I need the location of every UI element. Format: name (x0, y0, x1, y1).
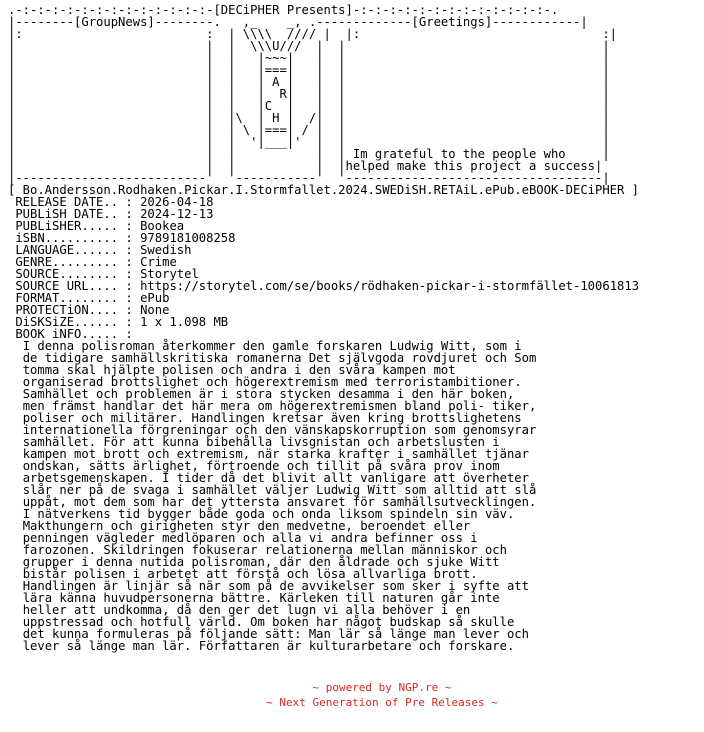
info-label: PUBLiSH DATE.. (15, 207, 119, 221)
book-info-line: lever så länge man lär. Författaren är kulturarbetare och forskare. (22, 639, 515, 653)
info-value: Crime (140, 255, 177, 269)
info-value: ePub (140, 291, 170, 305)
book-info-line: men främst handlar det här mera om högerextremismen bland poli- tiker, (22, 399, 537, 413)
info-value: Bookea (140, 219, 185, 233)
info-label: SOURCE........ (15, 267, 119, 281)
banner-header: .-:-:-:-:-:-:-:-:-:-:-:-:-:-[DECiPHER Presents]-:-:-:-:-:-:-:-:-:-:-:-:-:-. (8, 3, 559, 17)
footer-powered-by: ~ powered by NGP.re ~ (312, 681, 452, 694)
book-info-line: internationella förgreningar och den vänskapskorruption som genomsyrar (22, 423, 537, 437)
info-label: iSBN.......... (15, 231, 119, 245)
banner-row: |--------------------------' '-----------' '-----------------------------------| (8, 171, 610, 185)
banner-row: | | | |===| | | | (8, 63, 610, 77)
banner-row: | | | | | Im grateful to the people who | (8, 147, 610, 161)
info-label: LANGUAGE...... (15, 243, 119, 257)
book-info-line: ondskan, sätts ärlighet, förtroende och tillit på svåra prov inom (22, 459, 500, 473)
book-info-line: grupper i denna nutida polisroman, där den åldrade och sjuke Witt (22, 555, 500, 569)
book-info-line: tomma skal hjälpte polisen och andra i den svåra kampen mot (22, 363, 456, 377)
banner-row: | | | \ |===| / | | | (8, 123, 610, 137)
info-value: 9789181008258 (140, 231, 236, 245)
book-info-line: bistår polisen i arbetet att förstå och lösa allvarliga brott. (22, 567, 478, 581)
book-info-line: Samhället och problemen är i stora stycken desamma i den här boken, (22, 387, 515, 401)
info-label: GENRE......... (15, 255, 119, 269)
release-name: [ Bo.Andersson.Rodhaken.Pickar.I.Stormfallet.2024.SWEDiSH.RETAiL.ePub.eBOOK-DECiPHER ] (8, 183, 640, 197)
footer (0, 680, 704, 710)
info-value: https://storytel.com/se/books/rödhaken-pickar-i-stormfället-10061813 (140, 279, 640, 293)
book-info-line: de tidigare samhällskritiska romanerna Det självgoda rovdjuret och Som (22, 351, 537, 365)
book-info-line: penningen vägleder medlöparen och alla vi andra befinner oss i (22, 531, 478, 545)
book-info-line: Makthungern och girigheten styr den medvetne, beroendet eller (22, 519, 471, 533)
banner-row: | | | | A | | | | (8, 75, 610, 89)
book-info-line: uppstressad och hotfull värld. Om boken har något budskap så skulle (22, 615, 515, 629)
banner-row: | | |\ | H | /| | | (8, 111, 610, 125)
book-info-line: det kunna formuleras på följande sätt: Man lär så länge man lever och (22, 627, 529, 641)
banner-row: | | | |~~~| | | | (8, 51, 610, 65)
banner-row: | | | | |helped make this project a success| (8, 159, 603, 173)
book-info-line: uppåt, mot dem som har det yttersta ansvaret för samhällsutvecklingen. (22, 495, 537, 509)
nfo-text: .-:-:-:-:-:-:-:-:-:-:-:-:-:-[DECiPHER Presents]-:-:-:-:-:-:-:-:-:-:-:-:-:-. |--------[GroupNews]--------. ,_ _, .-------------[Greetings]------------| |: : | \\\\ //// | |: :| | | | \\\U/// | | | | | | |~~~| | | | | | | |===| | | | | | | | A | | | | | | | | R| | | | | | | |C | | | | | | |\ | H | /| | | | | | \ |===| / | | | | | | '|___|' | | | | | | | | Im grateful to the people who | | | | | |helped make this project a success| |--------------------------' '-----------' '-----------------------------------| [ Bo.Andersson.Rodhaken.Pickar.I.Stormfallet.2024.SWEDiSH.RETAiL.ePub.eBOOK-DECiPHER ] RELEASE DATE.. : 2026-04-18 PUBLiSH DATE.. : 2024-12-13 PUBLiSHER..... : Bookea iSBN.......... : 9789181008258 LANGUAGE...... : Swedish GENRE......... : Crime SOURCE........ : Storytel SOURCE URL.... : https://storytel.com/se/books/rödhaken-pickar-i-stormfället-10061813 FORMAT........ : ePub PROTECTiON.... : None DiSKSiZE...... : 1 x 1.098 MB BOOK iNFO..... : I denna polisroman återkommer den gamle forskaren Ludwig Witt, som i de tidigare samhällskritiska romanerna Det självgoda rovdjuret och Som tomma skal hjälpte polisen och andra i den svåra kampen mot organiserad brottslighet och högerextremism med terroristambitioner. Samhället och problemen är i stora stycken desamma i den här boken, men främst handlar det här mera om högerextremismen bland poli- tiker, poliser och militärer. Handlingen kretsar även kring brottslighetens internationella förgreningar och den vänskapskorruption som genomsyrar samhället. För att kunna bibehålla livsgnistan och arbetslusten i kampen mot brott och extremism, när starka krafter i samhället tjänar ondskan, sätts ärlighet, förtroende och tillit på svåra prov inom arbetsgemenskapen. I tider då det blivit allt vanligare att överheter slår ner på de svaga i samhället väljer Ludwig Witt som alltid att slå uppåt, mot dem som har det yttersta ansvaret för samhällsutvecklingen. I nätverkens tid bygger både goda och onda liksom spindeln sin väv. Makthungern och girigheten styr den medvetne, beroendet eller penningen vägleder medlöparen och alla vi andra befinner oss i farozonen. Skildringen fokuserar relationerna mellan människor och grupper i denna nutida polisroman, där den åldrade och sjuke Witt bistår polisen i arbetet att förstå och lösa allvarliga brott. Handlingen är linjär så när som på de avvikelser som sker i syfte att lära känna huvudpersonerna bättre. Kärleken till naturen går inte heller att undkomma, då den ger det lugn vi alla behöver i en uppstressad och hotfull värld. Om boken har något budskap så skulle det kunna formuleras på följande sätt: Man lär så länge man lever och lever så länge man lär. Författaren är kulturarbetare och forskare. (8, 3, 640, 653)
book-info-line: heller att undkomma, då den ger det lugn vi alla behöver i en (22, 603, 471, 617)
book-info-line: kampen mot brott och extremism, när starka krafter i samhället tjänar (22, 447, 529, 461)
book-info-line: arbetsgemenskapen. I tider då det blivit allt vanligare att överheter (22, 471, 529, 485)
book-info-line: samhället. För att kunna bibehålla livsgnistan och arbetslusten i (22, 435, 500, 449)
info-label: FORMAT........ (15, 291, 119, 305)
info-value: None (140, 303, 170, 317)
banner-row: | | | '|___|' | | | (8, 135, 610, 149)
book-info-line: poliser och militärer. Handlingen kretsar även kring brottslighetens (22, 411, 522, 425)
info-value: 1 x 1.098 MB (140, 315, 229, 329)
info-label: PROTECTiON.... (15, 303, 119, 317)
footer-tagline: ~ Next Generation of Pre Releases ~ (266, 696, 498, 709)
banner-row: |: : | \\\\ //// | |: :| (8, 27, 618, 41)
info-label: RELEASE DATE.. (15, 195, 119, 209)
banner-row: | | | |C | | | | (8, 99, 610, 113)
info-value: 2024-12-13 (140, 207, 214, 221)
info-value: 2026-04-18 (140, 195, 214, 209)
book-info-line: farozonen. Skildringen fokuserar relationerna mellan människor och (22, 543, 507, 557)
info-label: DiSKSiZE...... (15, 315, 119, 329)
info-value: Swedish (140, 243, 192, 257)
info-value: Storytel (140, 267, 199, 281)
book-info-line: slår ner på de svaga i samhället väljer Ludwig Witt som alltid att slå (22, 483, 537, 497)
book-info-line: I denna polisroman återkommer den gamle forskaren Ludwig Witt, som i (22, 339, 522, 353)
banner-row: |--------[GroupNews]--------. ,_ _, .-------------[Greetings]------------| (8, 15, 588, 29)
banner-row: | | | | R| | | | (8, 87, 610, 101)
book-info-line: organiserad brottslighet och högerextremism med terroristambitioner. (22, 375, 522, 389)
info-label: PUBLiSHER..... (15, 219, 119, 233)
banner-row: | | | \\\U/// | | | (8, 39, 610, 53)
book-info-line: I nätverkens tid bygger både goda och onda liksom spindeln sin väv. (22, 507, 515, 521)
info-label: BOOK iNFO..... (15, 327, 119, 341)
book-info-line: lära känna huvudpersonerna bättre. Kärleken till naturen går inte (22, 591, 500, 605)
book-info-line: Handlingen är linjär så när som på de avvikelser som sker i syfte att (22, 579, 529, 593)
info-label: SOURCE URL.... (15, 279, 119, 293)
